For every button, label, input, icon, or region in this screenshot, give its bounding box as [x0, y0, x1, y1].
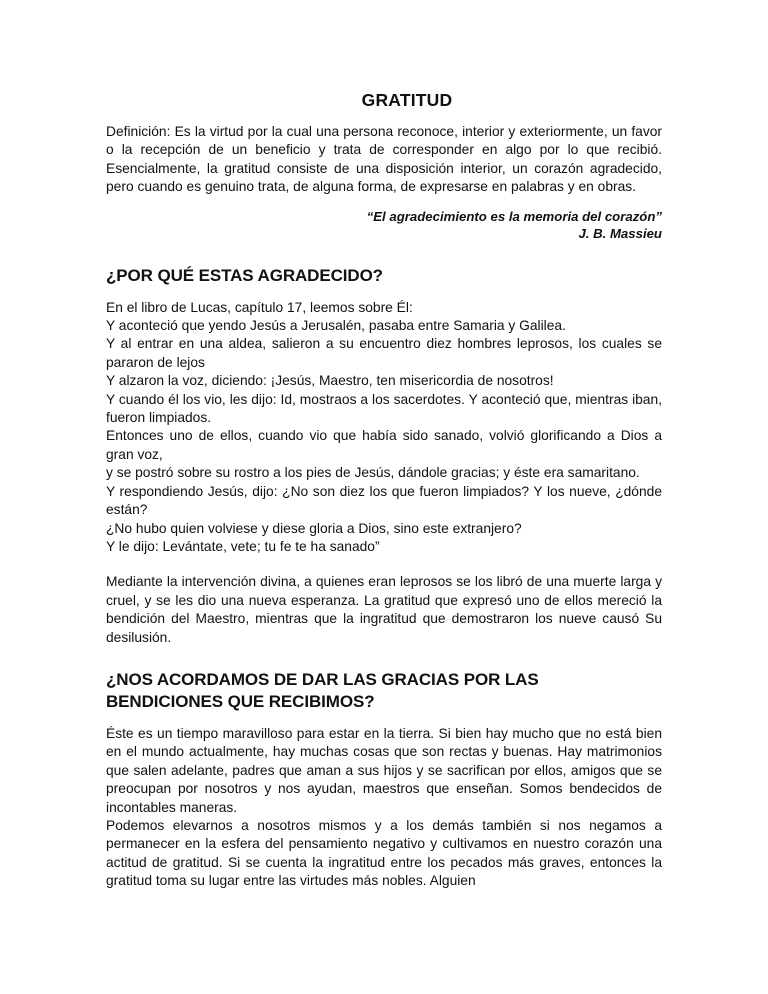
section-heading-why-grateful: ¿POR QUÉ ESTAS AGRADECIDO? [106, 265, 383, 285]
passage-line: Y le dijo: Levántate, vete; tu fe te ha sanado” [106, 538, 380, 554]
passage-line: En el libro de Lucas, capítulo 17, leemos sobre Él: [106, 299, 413, 315]
passage-line: Y respondiendo Jesús, dijo: ¿No son diez los que fueron limpiados? Y los nueve, ¿dónde están? [106, 483, 662, 518]
passage-line: Y al entrar en una aldea, salieron a su encuentro diez hombres leprosos, los cuales se pararon de lejos [106, 336, 662, 370]
definition-paragraph: Definición: Es la virtud por la cual una persona reconoce, interior y exteriormente, un favor o la recepción de un beneficio y trata de corresponder en algo por lo que recibió. Esencialmente, la gratitud consiste de una disposición interior, un corazón agradecido, pero cuando es genuino trata, de alguna forma, de expresarse en palabras y en obras. [106, 124, 662, 195]
section2-paragraph-2: Podemos elevarnos a nosotros mismos y a los demás también si nos negamos a permanecer en la esfera del pensamiento negativo y cultivamos en nuestro corazón una actitud de gratitud. Si se cuenta la ingratitud entre los pecados más graves, entonces la gratitud toma su lugar entre las virtudes más nobles. Alguien [106, 817, 662, 889]
spacer [106, 556, 662, 573]
section-heading-blessings [106, 669, 662, 713]
passage-line: Entonces uno de ellos, cuando vio que había sido sanado, volvió glorificando a Dios a gran voz, [106, 428, 662, 462]
heading-line: ¿NOS ACORDAMOS DE DAR LAS GRACIAS POR LAS [106, 669, 539, 689]
passage-line: Y cuando él los vio, les dijo: Id, mostraos a los sacerdotes. Y aconteció que, mientras iban, fueron limpiados. [106, 391, 662, 426]
section2-paragraph-1: Éste es un tiempo maravilloso para estar en la tierra. Si bien hay mucho que no está bien en el mundo actualmente, hay muchas cosas que son rectas y buenas. Hay matrimonios que salen adelante, padres que aman a sus hijos y se sacrifican por ellos, amigos que se preocupan por nosotros y nos ayudan, maestros que enseñan. Somos bendecidos de incontables maneras. [106, 725, 662, 815]
page-title: GRATITUD [361, 90, 453, 110]
passage-line: ¿No hubo quien volviese y diese gloria a Dios, sino este extranjero? [106, 520, 522, 536]
passage-line: y se postró sobre su rostro a los pies de Jesús, dándole gracias; y éste era samaritano. [106, 465, 640, 481]
heading-line: BENDICIONES QUE RECIBIMOS? [106, 691, 375, 711]
document-body [106, 90, 662, 891]
passage-line: Y alzaron la voz, diciendo: ¡Jesús, Maestro, ten misericordia de nosotros! [106, 373, 554, 389]
section1-paragraph: Mediante la intervención divina, a quienes eran leprosos se los libró de una muerte larga y cruel, y se les dio una nueva esperanza. La gratitud que expresó uno de ellos mereció la bendición del Maestro, mientras que la ingratitud que demostraron los nueve causó Su desilusión. [106, 574, 662, 645]
quote-text: “El agradecimiento es la memoria del corazón” [366, 208, 662, 224]
quote-author: J. B. Massieu [578, 226, 662, 242]
luke-passage [106, 299, 662, 557]
passage-line: Y aconteció que yendo Jesús a Jerusalén, pasaba entre Samaria y Galilea. [106, 318, 566, 334]
